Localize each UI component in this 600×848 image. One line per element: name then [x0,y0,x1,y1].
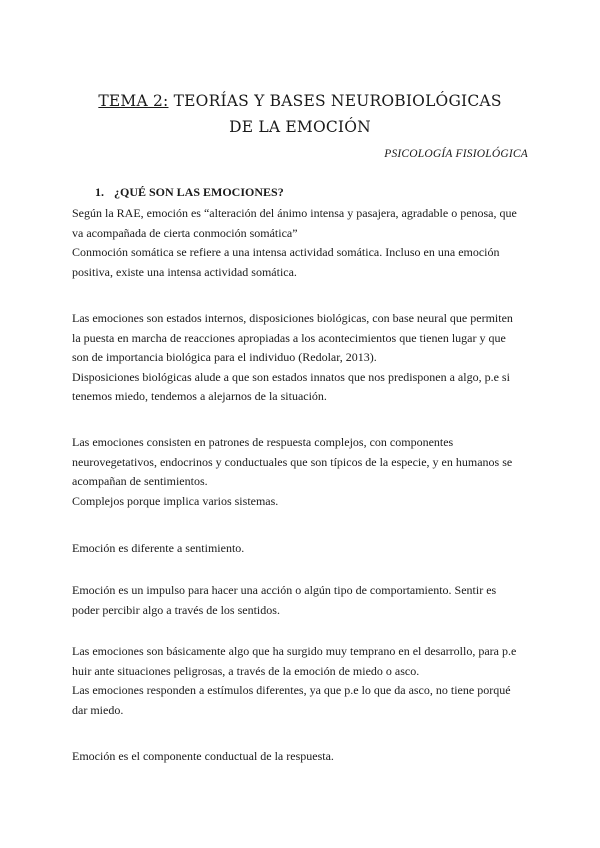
paragraph-line: Las emociones responden a estímulos diferentes, ya que p.e lo que da asco, no tiene porqué [72,683,511,697]
paragraph [72,581,532,620]
subject-label: PSICOLOGÍA FISIOLÓGICA [384,148,528,160]
paragraph-line: son de importancia biológica para el individuo (Redolar, 2013). [72,350,377,364]
paragraph-line: Emoción es un impulso para hacer una acción o algún tipo de comportamiento. Sentir es [72,583,497,597]
paragraph-line: acompañan de sentimientos. [72,474,208,488]
paragraph-line: Las emociones son básicamente algo que ha surgido muy temprano en el desarrollo, para p.e [72,644,517,658]
paragraph-line: poder percibir algo a través de los sentidos. [72,602,280,617]
paragraph-line: huir ante situaciones peligrosas, a través de la emoción de miedo o asco. [72,663,420,678]
paragraph-line: va acompañada de cierta conmoción somática” [72,225,298,240]
paragraph [72,433,532,511]
paragraph-line: Emoción es diferente a sentimiento. [72,541,245,555]
paragraph-line: Disposiciones biológicas alude a que son estados innatos que nos predisponen a algo, p.e si [72,369,510,384]
paragraph-line: neurovegetativos, endocrinos y conductuales que son típicos de la especie, y en humanos se [72,454,513,469]
title-rest: TEORÍAS Y BASES NEUROBIOLÓGICAS [168,92,502,110]
section-number: 1. [95,185,104,199]
paragraph [72,642,532,720]
paragraph [72,309,532,407]
paragraph [72,204,532,282]
title-prefix: TEMA 2: [98,92,169,110]
paragraph-line: Las emociones consisten en patrones de respuesta complejos, con componentes [72,435,454,449]
paragraph-line: dar miedo. [72,702,124,717]
paragraph-line: positiva, existe una intensa actividad somática. [72,264,297,279]
paragraph-line: Conmoción somática se refiere a una intensa actividad somática. Incluso en una emoción [72,245,500,259]
document-title-line-1 [0,92,600,110]
section-title: ¿QUÉ SON LAS EMOCIONES? [114,185,284,199]
paragraph-line: Emoción es el componente conductual de la respuesta. [72,749,334,763]
paragraph-line: Las emociones son estados internos, disposiciones biológicas, con base neural que permiten [72,311,513,325]
paragraph [72,747,532,767]
paragraph-line: tenemos miedo, tendemos a alejarnos de la situación. [72,389,327,403]
paragraph [72,539,532,559]
section-heading [95,185,284,200]
paragraph-line: Complejos porque implica varios sistemas. [72,493,279,508]
document-title-line-2: DE LA EMOCIÓN [229,118,371,136]
paragraph-line: Según la RAE, emoción es “alteración del ánimo intensa y pasajera, agradable o penosa, que [72,206,517,220]
paragraph-line: la puesta en marcha de reacciones apropiadas a los acontecimientos que tienen lugar y que [72,330,506,345]
